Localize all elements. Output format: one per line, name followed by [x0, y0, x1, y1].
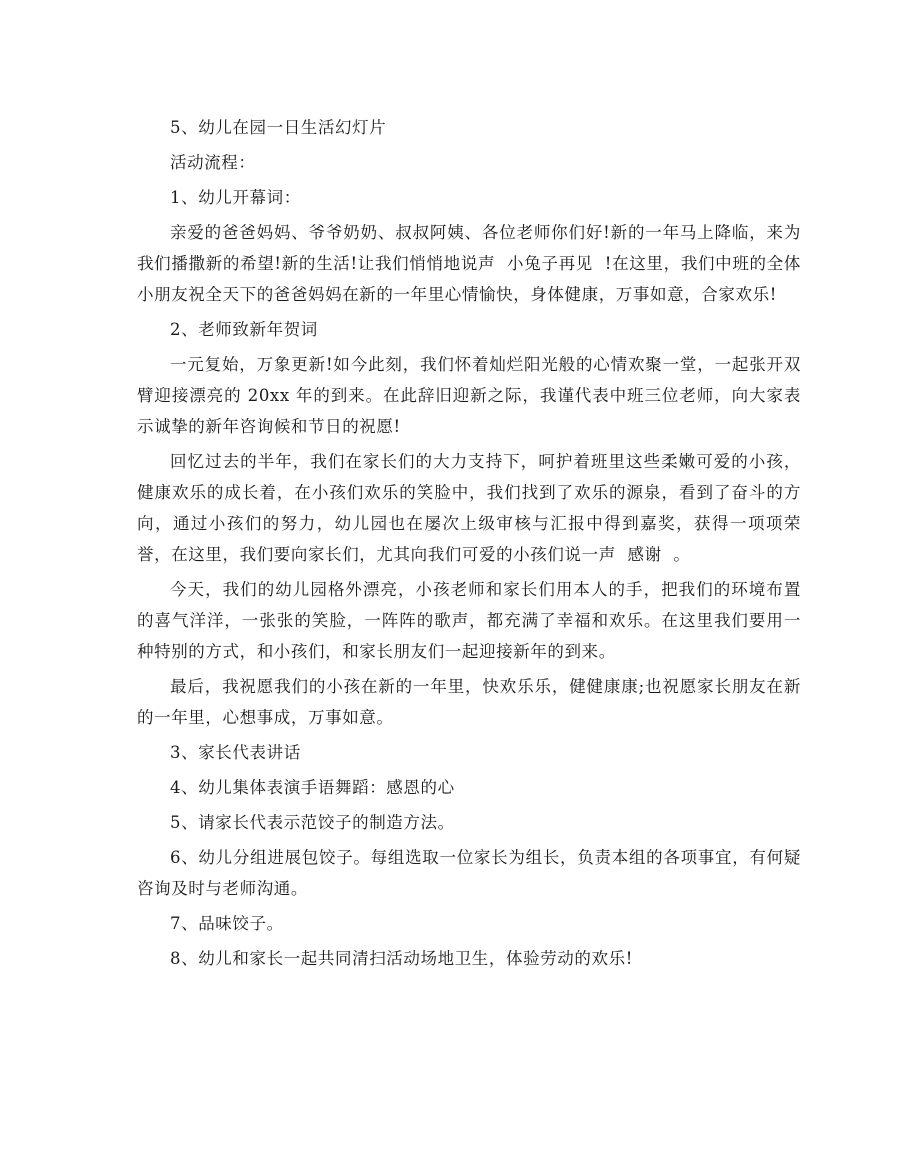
section-heading: 5、请家长代表示范饺子的制造方法。 — [170, 813, 455, 832]
section-heading: 5、幼儿在园一日生活幻灯片 — [170, 118, 387, 137]
section-heading: 3、家长代表讲话 — [170, 743, 301, 762]
section-heading: 7、品味饺子。 — [170, 914, 284, 933]
body-paragraph: 6、幼儿分组进展包饺子。每组选取一位家长为组长，负责本组的各项事宜，有何疑咨询及时与老师沟通。 — [137, 848, 801, 898]
body-paragraph: 亲爱的爸爸妈妈、爷爷奶奶、叔叔阿姨、各位老师你们好!新的一年马上降临，来为我们播撒新的希望!新的生活!让我们悄悄地说声 小兔子再见 !在这里，我们中班的全体小朋友祝全天下的爸爸妈妈在新的一年里心情愉快，身体健康，万事如意，合家欢乐! — [137, 223, 801, 304]
section-heading: 2、老师致新年贺词 — [170, 320, 318, 339]
section-heading: 8、幼儿和家长一起共同清扫活动场地卫生，体验劳动的欢乐! — [170, 949, 633, 968]
section-heading: 1、幼儿开幕词： — [170, 188, 301, 207]
body-paragraph: 回忆过去的半年，我们在家长们的大力支持下，呵护着班里这些柔嫩可爱的小孩，健康欢乐的成长着，在小孩们欢乐的笑脸中，我们找到了欢乐的源泉，看到了奋斗的方向，通过小孩们的努力，幼儿园也在屡次上级审核与汇报中得到嘉奖，获得一项项荣誉，在这里，我们要向家长们，尤其向我们可爱的小孩们说一声 感谢 。 — [137, 452, 801, 564]
section-heading: 4、幼儿集体表演手语舞蹈：感恩的心 — [170, 778, 455, 797]
body-paragraph: 最后，我祝愿我们的小孩在新的一年里，快欢乐乐，健健康康;也祝愿家长朋友在新的一年里，心想事成，万事如意。 — [137, 677, 801, 727]
document-body — [137, 112, 801, 978]
body-paragraph: 今天，我们的幼儿园格外漂亮，小孩老师和家长们用本人的手，把我们的环境布置的喜气洋洋，一张张的笑脸，一阵阵的歌声，都充满了幸福和欢乐。在这里我们要用一种特别的方式，和小孩们，和家长朋友们一起迎接新年的到来。 — [137, 580, 801, 661]
body-paragraph: 一元复始，万象更新!如今此刻，我们怀着灿烂阳光般的心情欢聚一堂，一起张开双臂迎接漂亮的 20xx 年的到来。在此辞旧迎新之际，我谨代表中班三位老师，向大家表示诚挚的新年咨询候和节日的祝愿! — [137, 355, 801, 436]
section-heading: 活动流程： — [170, 153, 256, 172]
